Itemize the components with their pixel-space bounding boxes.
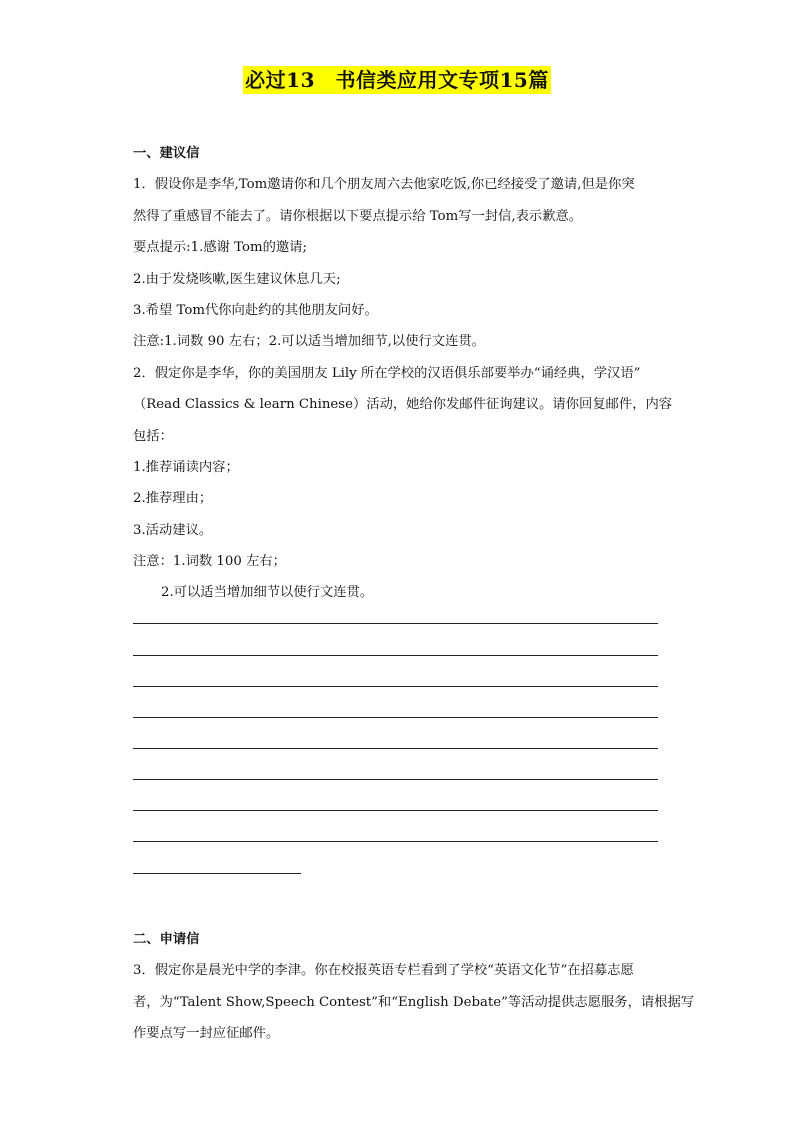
section-2 [133, 928, 695, 1054]
q1-line-5: 3.希望 Tom代你向赴约的其他朋友问好。 [133, 302, 378, 318]
q3-line-2: 者，为“Talent Show,Speech Contest”和“English Debate”等活动提供志愿服务，请根据写 [133, 994, 695, 1010]
writing-line [133, 779, 658, 780]
q3-line-1: 3．假定你是晨光中学的李津。你在校报英语专栏看到了学校“英语文化节”在招募志愿 [133, 963, 634, 979]
writing-line [133, 655, 658, 656]
section-2-heading: 二、申请信 [133, 932, 200, 947]
section-1 [133, 142, 673, 613]
q2-line-7: 注意：1.词数 100 左右； [133, 554, 286, 570]
writing-line-short [133, 873, 301, 874]
q2-line-6: 3.活动建议。 [133, 522, 213, 538]
writing-line [133, 810, 658, 811]
q1-line-3: 要点提示:1.感谢 Tom的邀请; [133, 240, 307, 256]
q2-line-4: 1.推荐诵读内容； [133, 459, 239, 475]
q2-line-1: 2．假定你是李华，你的美国朋友 Lily 所在学校的汉语俱乐部要举办“诵经典，学汉语” [133, 365, 641, 381]
q2-line-2: （Read Classics & learn Chinese）活动，她给你发邮件征询建议。请你回复邮件，内容 [133, 397, 673, 413]
writing-line [133, 717, 658, 718]
q2-line-3: 包括： [133, 428, 173, 444]
writing-line [133, 841, 658, 842]
q2-line-5: 2.推荐理由； [133, 491, 213, 507]
q2-line-8: 2.可以适当增加细节以使行文连贯。 [161, 585, 374, 601]
q1-line-1: 1．假设你是李华,Tom邀请你和几个朋友周六去他家吃饭,你已经接受了邀请,但是你突 [133, 177, 635, 193]
page-title: 必过13 书信类应用文专项15篇 [245, 68, 549, 92]
writing-line [133, 623, 658, 624]
writing-line [133, 748, 658, 749]
writing-line [133, 686, 658, 687]
title-wrap [0, 66, 794, 94]
q1-line-4: 2.由于发烧咳嗽,医生建议休息几天; [133, 271, 341, 287]
q1-line-6: 注意:1.词数 90 左右；2.可以适当增加细节,以使行文连贯。 [133, 334, 485, 350]
section-1-heading: 一、建议信 [133, 146, 200, 161]
q3-line-3: 作要点写一封应征邮件。 [133, 1026, 280, 1042]
q1-line-2: 然得了重感冒不能去了。请你根据以下要点提示给 Tom写一封信,表示歉意。 [133, 208, 583, 224]
